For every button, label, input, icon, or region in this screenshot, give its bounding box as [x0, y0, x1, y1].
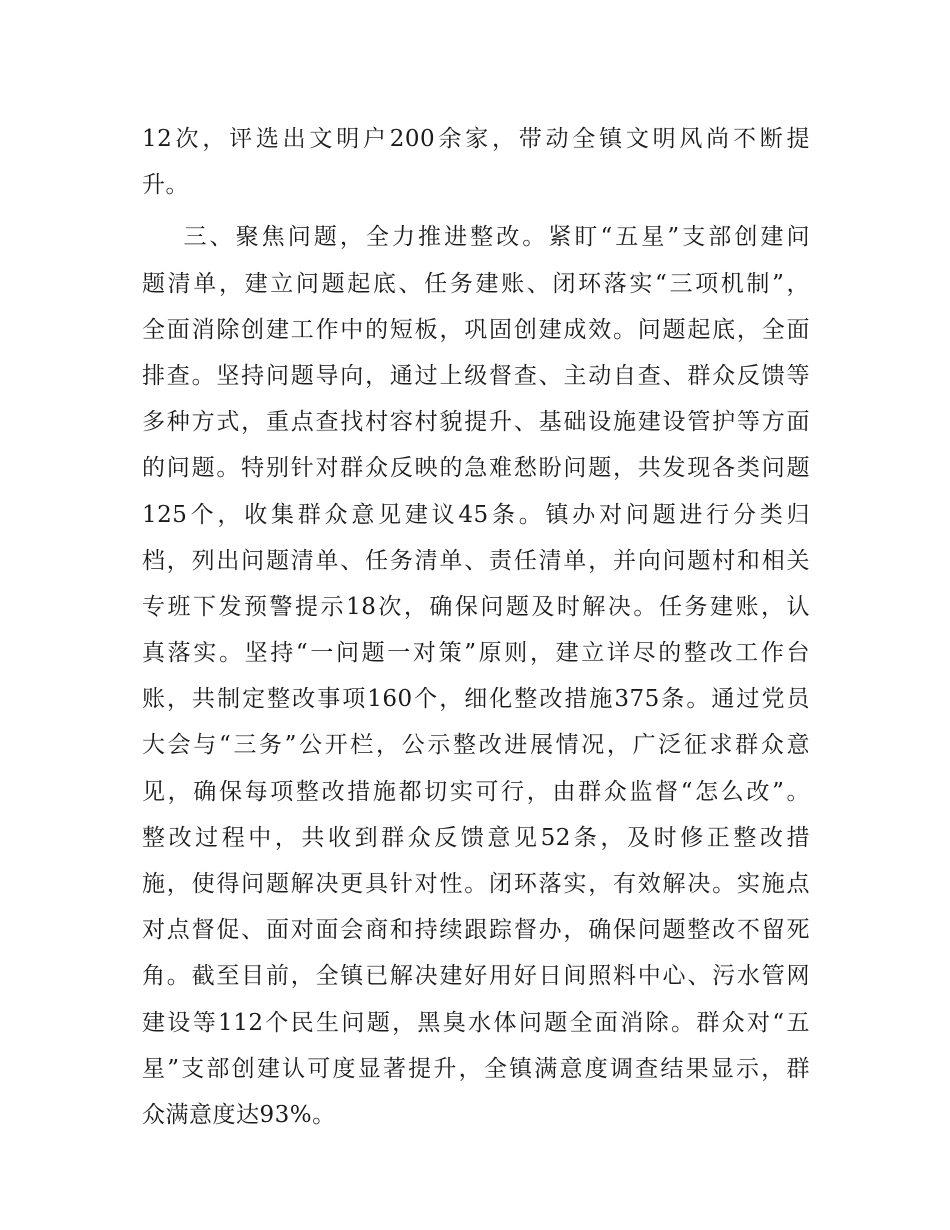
text-line: 对点督促、面对面会商和持续跟踪督办，确保问题整改不留死: [142, 917, 810, 944]
text-line: 题清单，建立问题起底、任务建账、闭环落实“三项机制”，: [142, 270, 810, 297]
text-line: 账，共制定整改事项160个，细化整改措施375条。通过党员: [142, 686, 810, 713]
text-line: 多种方式，重点查找村容村貌提升、基础设施建设管护等方面: [142, 409, 810, 436]
text-line: 125个，收集群众意见建议45条。镇办对问题进行分类归: [142, 501, 810, 528]
text-line: 星”支部创建认可度显著提升，全镇满意度调查结果显示，群: [142, 1055, 810, 1082]
text-line: 升。: [142, 172, 189, 199]
text-line: 施，使得问题解决更具针对性。闭环落实，有效解决。实施点: [142, 871, 810, 897]
paragraph-2: [142, 214, 810, 1138]
text-line: 大会与“三务”公开栏，公示整改进展情况，广泛征求群众意: [142, 732, 810, 759]
text-line: 档，列出问题清单、任务清单、责任清单，并向问题村和相关: [142, 547, 810, 574]
text-line: 排查。坚持问题导向，通过上级督查、主动自查、群众反馈等: [142, 362, 810, 389]
paragraph-1: [142, 116, 810, 208]
text-line: 的问题。特别针对群众反映的急难愁盼问题，共发现各类问题: [142, 455, 810, 482]
text-line: 整改过程中，共收到群众反馈意见52条，及时修正整改措: [142, 824, 810, 851]
text-line: 真落实。坚持“一问题一对策”原则，建立详尽的整改工作台: [142, 640, 810, 667]
body-text: [142, 116, 810, 1138]
text-line: 三、聚焦问题，全力推进整改。紧盯“五星”支部创建问: [142, 224, 810, 251]
text-line: 见，确保每项整改措施都切实可行，由群众监督“怎么改”。: [142, 778, 810, 805]
text-line: 专班下发预警提示18次，确保问题及时解决。任务建账，认: [142, 593, 810, 620]
text-line: 全面消除创建工作中的短板，巩固创建成效。问题起底，全面: [142, 316, 810, 343]
text-line: 角。截至目前，全镇已解决建好用好日间照料中心、污水管网: [142, 963, 810, 990]
text-line: 建设等112个民生问题，黑臭水体问题全面消除。群众对“五: [142, 1009, 810, 1036]
text-line: 12次，评选出文明户200余家，带动全镇文明风尚不断提: [142, 126, 810, 152]
text-line: 众满意度达93%。: [142, 1101, 336, 1128]
